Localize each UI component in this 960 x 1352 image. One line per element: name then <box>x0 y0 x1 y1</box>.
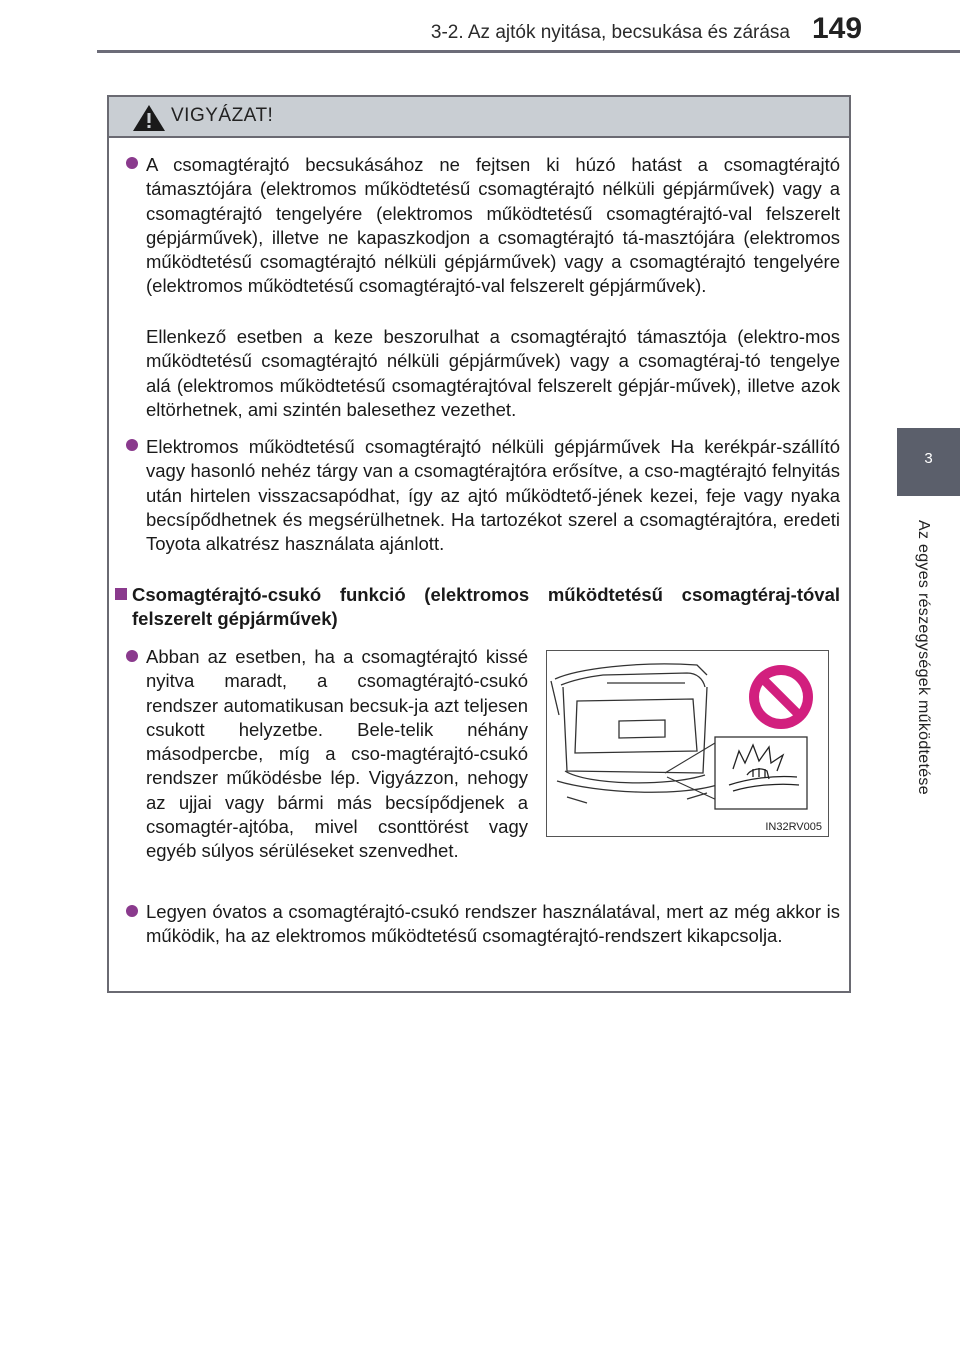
square-bullet <box>115 588 127 600</box>
tailgate-illustration <box>546 650 829 837</box>
chapter-tab: 3 <box>897 428 960 496</box>
warning-paragraph-1: A csomagtérajtó becsukásához ne fejtsen ki húzó hatást a csomagtérajtó támasztójára (elektromos működtetésű csomagtérajtó nélküli gépjárművek) vagy a csomagtérajtó tengelyére (elektromos működtetésű csomagtérajtó-val felszerelt gépjárművek), illetve ne kapaszkodjon a csomagtérajtó tá-masztójára (elektromos működtetésű csomagtérajtó nélküli gépjárművek) vagy a csomagtérajtó tengelyére (elektromos működtetésű csomagtérajtó-val felszerelt gépjárművek). <box>146 154 840 297</box>
warning-paragraph-3: Abban az esetben, ha a csomagtérajtó kissé nyitva maradt, a csomagtérajtó-csukó rendszer automatikusan becsuk-ja azt teljesen csukott helyzetbe. Bele-telik néhány másodpercbe, míg a cso-magtérajtó-csukó rendszer működésbe lép. Vigyázzon, nehogy az ujjai vagy bármi más becsípődjenek a csomagtér-ajtóba, mivel csonttörést vagy egyéb súlyos sérüléseket szenvedhet. <box>146 646 528 862</box>
bullet-dot <box>126 439 138 451</box>
header-rule <box>97 50 960 53</box>
warning-paragraph-2: Elektromos működtetésű csomagtérajtó nélküli gépjárművek Ha kerékpár-szállító vagy hasonló nehéz tárgy van a csomagtérajtóra erősítve, a cso-magtérajtó felnyitás után hirtelen visszacsapódhat, így az ajtó működtető-jének kezei, feje vagy nyaka becsípődhetnek és megsérülhetnek. Ha tartozékot szerel a csomagtérajtóra, eredeti Toyota alkatrész használata ajánlott. <box>146 436 840 555</box>
warning-title: VIGYÁZAT! <box>171 105 274 126</box>
subheading: Csomagtérajtó-csukó funkció (elektromos működtetésű csomagtéraj-tóval felszerelt gépjárművek) <box>132 584 840 630</box>
bullet-dot <box>126 157 138 169</box>
bullet-dot <box>126 650 138 662</box>
bullet-dot <box>126 905 138 917</box>
warning-box <box>107 95 851 993</box>
tailgate-drawing <box>547 651 827 819</box>
warning-paragraph-4: Legyen óvatos a csomagtérajtó-csukó rendszer használatával, mert az még akkor is működik, ha az elektromos működtetésű csomagtérajtó-rendszert kikapcsolja. <box>146 901 840 947</box>
warning-triangle-icon <box>132 104 166 132</box>
section-title: 3-2. Az ajtók nyitása, becsukása és zárása <box>430 22 790 43</box>
page-number: 149 <box>812 12 863 45</box>
figure-code: IN32RV005 <box>765 821 822 833</box>
chapter-title: Az egyes részegységek működtetése <box>915 520 932 795</box>
warning-header <box>109 97 849 138</box>
warning-paragraph-1-continued: Ellenkező esetben a keze beszorulhat a csomagtérajtó támasztója (elektro-mos működtetésű csomagtérajtó nélküli gépjárművek) vagy a csomagtéraj-tó tengelye alá (elektromos működtetésű csomagtérajtóval felszerelt gépjár-művek), illetve azok eltörhetnek, ami szintén balesethez vezethet. <box>146 326 840 420</box>
